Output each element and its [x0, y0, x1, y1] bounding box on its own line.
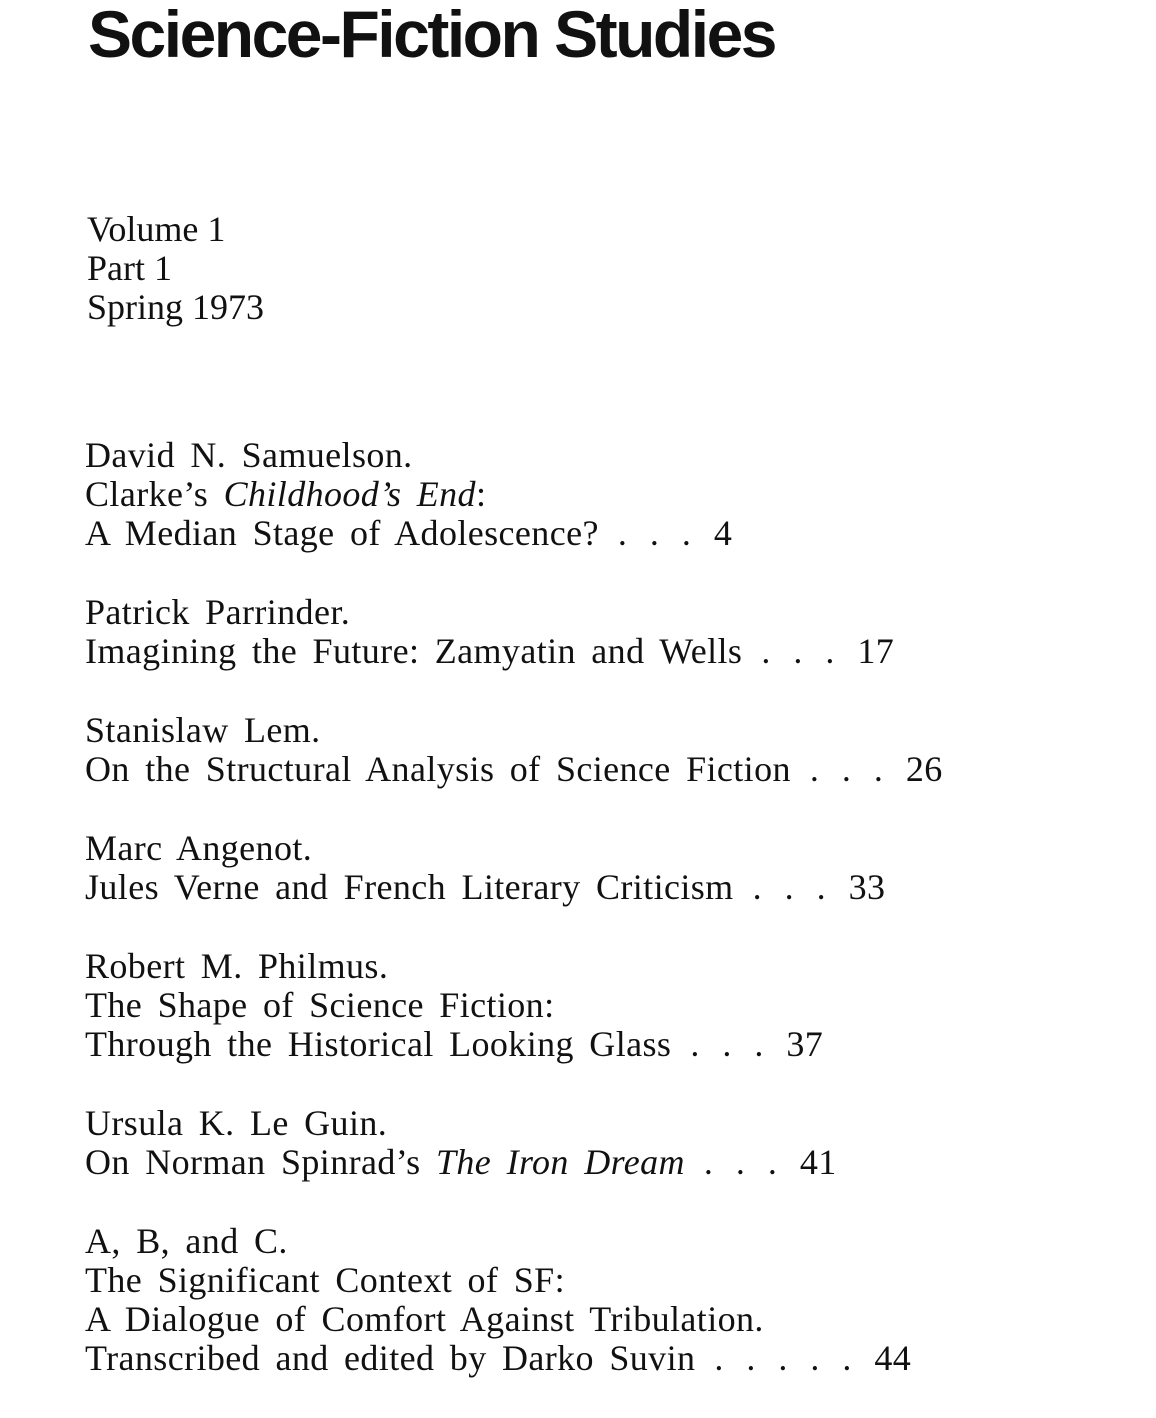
toc-author: Patrick Parrinder.	[85, 592, 351, 632]
toc-page-number: 17	[857, 631, 895, 671]
toc-title-line	[85, 1339, 1136, 1378]
toc-leader-dots: . . .	[671, 1024, 787, 1064]
toc-author: Ursula K. Le Guin.	[85, 1103, 388, 1143]
toc-title-line	[85, 475, 1136, 514]
issue-season: Spring 1973	[87, 287, 265, 327]
toc-title-text: Through the Historical Looking Glass	[85, 1024, 672, 1064]
toc-author: David N. Samuelson.	[85, 435, 413, 475]
toc-title-text: Transcribed and edited by Darko Suvin	[85, 1338, 696, 1378]
toc-title-italic: The Iron Dream	[435, 1142, 685, 1182]
toc-title-italic: Childhood’s End	[223, 474, 476, 514]
toc-title-line	[85, 750, 1136, 789]
toc-entry-le-guin	[85, 1104, 1136, 1182]
toc-leader-dots: . . .	[790, 749, 906, 789]
toc-leader-dots: . . .	[684, 1142, 800, 1182]
toc-title-text: On the Structural Analysis of Science Fiction	[85, 749, 791, 789]
toc-title-line: The Shape of Science Fiction:	[85, 985, 555, 1025]
toc-author: Marc Angenot.	[85, 828, 313, 868]
toc-title-text: On Norman Spinrad’s	[85, 1142, 436, 1182]
toc-entry-samuelson	[85, 436, 1136, 553]
toc-leader-dots: . . .	[733, 867, 849, 907]
toc-page-number: 37	[786, 1024, 824, 1064]
toc-author: Stanislaw Lem.	[85, 710, 321, 750]
toc-title-text: Clarke’s	[85, 474, 224, 514]
toc-entry-abc	[85, 1222, 1136, 1378]
toc-entry-philmus	[85, 947, 1136, 1064]
toc-author: Robert M. Philmus.	[85, 946, 389, 986]
toc-page-number: 44	[874, 1338, 912, 1378]
toc-entry-parrinder	[85, 593, 1136, 671]
toc-leader-dots: . . . . .	[695, 1338, 875, 1378]
toc-title-text: :	[475, 474, 487, 514]
journal-title: Science-Fiction Studies	[88, 0, 775, 71]
issue-part: Part 1	[87, 248, 172, 288]
toc-page-number: 41	[799, 1142, 837, 1182]
toc-title-line	[85, 1143, 1136, 1182]
toc-title-text: Jules Verne and French Literary Criticism	[85, 867, 734, 907]
toc-title-line	[85, 1025, 1136, 1064]
toc-entry-angenot	[85, 829, 1136, 907]
toc-title-line	[85, 632, 1136, 671]
toc-page-number: 26	[905, 749, 943, 789]
toc-title-line	[85, 868, 1136, 907]
toc-page-number: 33	[848, 867, 886, 907]
toc-title-text: A Median Stage of Adolescence?	[85, 513, 599, 553]
toc-entry-lem	[85, 711, 1136, 789]
toc-title-line	[85, 514, 1136, 553]
table-of-contents	[85, 436, 1136, 1418]
toc-page-number: 4	[713, 513, 733, 553]
toc-title-line: A Dialogue of Comfort Against Tribulation.	[85, 1299, 764, 1339]
issue-volume: Volume 1	[87, 209, 226, 249]
toc-title-line: The Significant Context of SF:	[85, 1260, 565, 1300]
toc-title-text: Imagining the Future: Zamyatin and Wells	[85, 631, 743, 671]
toc-author: A, B, and C.	[85, 1221, 288, 1261]
toc-leader-dots: . . .	[598, 513, 714, 553]
issue-info	[87, 210, 264, 327]
toc-leader-dots: . . .	[742, 631, 858, 671]
